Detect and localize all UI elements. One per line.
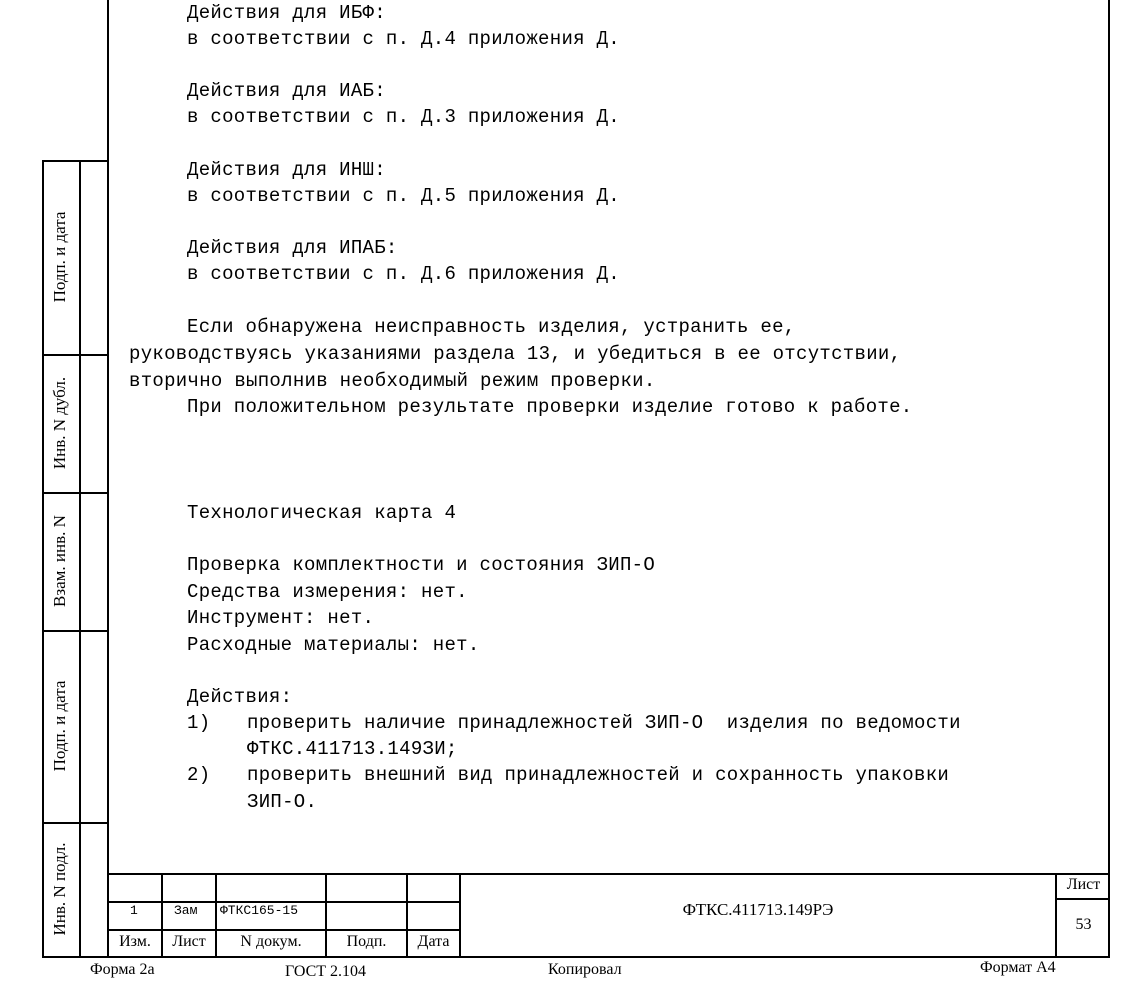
action-line-iab-title: Действия для ИАБ: [187,80,386,102]
action-line-ipab-title: Действия для ИПАБ: [187,237,398,259]
action-line-insh-title: Действия для ИНШ: [187,159,386,181]
margin-column-divider [79,160,81,958]
margin-label-inv-podl: Инв. N подл. [50,842,69,936]
action-2-number: 2) [187,764,211,786]
action-line-ibf-title: Действия для ИБФ: [187,2,386,24]
revision-change-type: Зам [174,903,198,918]
action-1-line-1: проверить наличие принадлежностей ЗИП-О изделия по ведомости [247,712,961,734]
frame-bottom-line [42,956,1110,958]
fault-paragraph-line-3: вторично выполнив необходимый режим проверки. [129,370,656,392]
header-n-dokum: N докум. [240,933,302,950]
margin-label-podp-data-mid: Подп. и дата [50,680,69,772]
header-podp: Подп. [346,933,387,950]
stamp-sheet-divider [1055,898,1110,900]
action-line-iab-ref: в соответствии с п. Д.3 приложения Д. [187,106,620,128]
action-2-line-2: ЗИП-О. [247,791,318,813]
revision-document: ФТКС165-15 [220,903,299,918]
margin-column-left-line [42,160,44,958]
frame-right-line [1108,0,1110,958]
header-data: Дата [417,933,450,950]
card-line-measure: Средства измерения: нет. [187,581,468,603]
footer-forma: Форма 2а [90,961,155,978]
fault-paragraph-line-4: При положительном результате проверки изделие готово к работе. [187,396,913,418]
action-line-insh-ref: в соответствии с п. Д.5 приложения Д. [187,185,620,207]
sheet-number: 53 [1075,916,1092,933]
margin-label-podp-data-top: Подп. и дата [50,211,69,303]
action-line-ipab-ref: в соответствии с п. Д.6 приложения Д. [187,263,620,285]
action-line-ibf-ref: в соответствии с п. Д.4 приложения Д. [187,28,620,50]
header-izm: Изм. [119,933,151,950]
margin-label-inv-dubl: Инв. N дубл. [50,376,69,470]
document-designation: ФТКС.411713.149РЭ [682,900,834,919]
footer-gost: ГОСТ 2.104 [285,963,367,980]
footer-format: Формат А4 [980,959,1056,976]
card-line-tool: Инструмент: нет. [187,607,375,629]
frame-left-line [107,0,109,958]
footer-copied: Копировал [548,961,622,978]
header-list: Лист [172,933,206,950]
actions-heading: Действия: [187,686,293,708]
action-2-line-1: проверить внешний вид принадлежностей и сохранность упаковки [247,764,950,786]
action-1-number: 1) [187,712,211,734]
fault-paragraph-line-1: Если обнаружена неисправность изделия, устранить ее, [187,316,796,338]
margin-label-vzam-inv: Взам. инв. N [50,515,69,607]
action-1-line-2: ФТКС.411713.149ЗИ; [247,738,458,760]
fault-paragraph-line-2: руководствуясь указаниями раздела 13, и убедиться в ее отсутствии, [129,343,902,365]
card-title: Технологическая карта 4 [187,502,457,524]
revision-number: 1 [130,903,138,918]
sheet-label: Лист [1066,876,1101,893]
card-line-check: Проверка комплектности и состояния ЗИП-О [187,554,656,576]
card-line-materials: Расходные материалы: нет. [187,634,480,656]
stamp-top-line [107,873,1110,875]
